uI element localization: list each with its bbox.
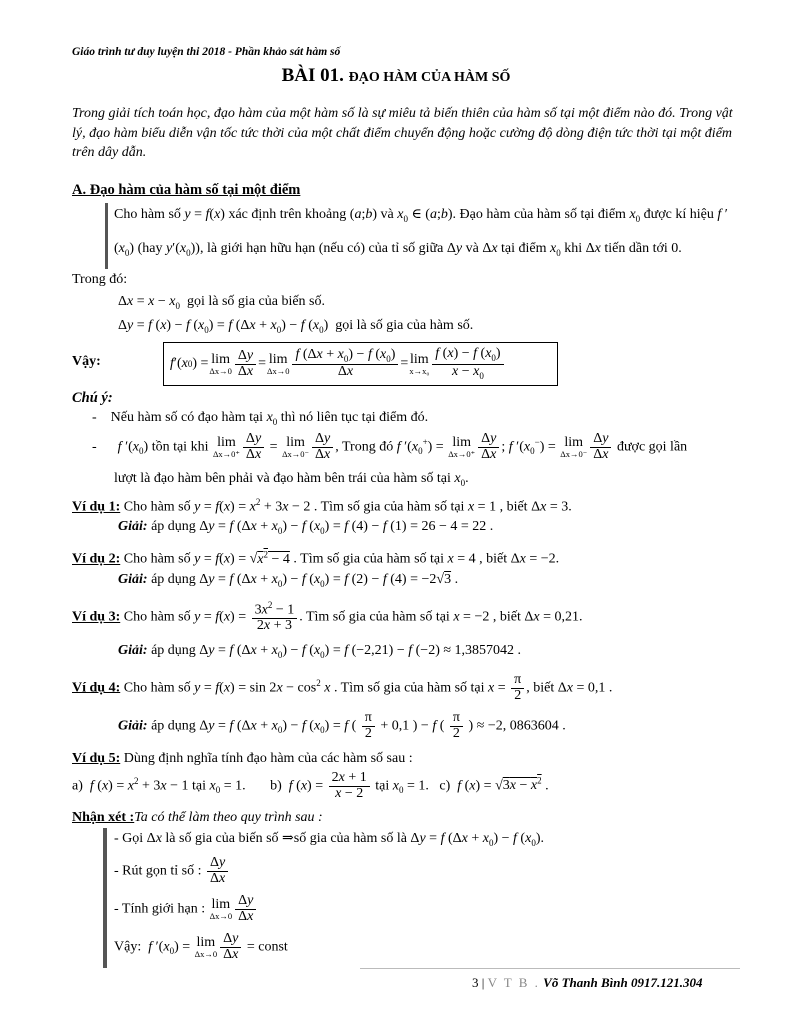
example-3: Ví dụ 3: Cho hàm số y = f(x) = $\frac{3x^2 - 1}{2x + 3}$ . Tìm số gia của hàm số tại x = −2 , biết Δx = 0,21.	[72, 600, 583, 634]
note-2-cont: lượt là đạo hàm bên phải và đạo hàm bên trái của hàm số tại $x_0$.	[114, 471, 469, 488]
example-1: Ví dụ 1: Cho hàm số $y = f(x) = x^2 + 3x - 2$ . Tìm số gia của hàm số tại x = 1 , biết Δx = 3.	[72, 497, 572, 515]
vay-label: Vậy:	[72, 354, 101, 369]
example-2: Ví dụ 2: Cho hàm số $y = f(x) = √x^2 - 4$ . Tìm số gia của hàm số tại x = 4 , biết Δx = −2.	[72, 549, 560, 567]
example-5: Ví dụ 5: Dùng định nghĩa tính đạo hàm của các hàm số sau :	[72, 751, 413, 766]
definition-bar	[105, 203, 108, 269]
example-3-solution: Giải: áp dụng Δy = f $(\Delta x + x_0) - f$ $(x_0) = f$ (−2,21) − f (−2) ≈ 1,3857042 .	[118, 643, 522, 660]
nhan-xet: Nhận xét :Ta có thể làm theo quy trình sau :	[72, 810, 323, 825]
intro-paragraph: Trong giải tích toán học, đạo hàm của một hàm số là sự miêu tả biến thiên của hàm số tại một điểm nào đó. Trong vật lý, đạo hàm biểu diễn vận tốc tức thời của một chất điểm chuyển động hoặc cường độ dòng điện tức thời tại một điểm trên dây dẫn.	[72, 106, 733, 160]
delta-y-def: Δy = f (x) − f $(x_0) = f$ $(\Delta x + x_0) - f$ $(x_0)$ gọi là số gia của hàm số.	[118, 318, 474, 335]
footer-divider	[360, 968, 740, 969]
definition-block: Cho hàm số y = f(x) xác định trên khoảng (a;b) và $x_0$ ∈ (a;b). Đạo hàm của hàm số tại điểm $x_0$ được kí hiệu f $'(x_0)$ (hay $y'(x_0)$), là giới hạn hữu hạn (nếu có) của tỉ số giữa Δy và Δx tại điểm $x_0$ khi Δx tiến dần tới 0.	[114, 207, 728, 258]
example-5-items: a) f $(x) = x^2 + 3x - 1$ tại $x_0 = 1$. b) f (x) = $\frac{2x + 1}{x - 2}$ tại $x_0 = 1$. c) f $(x) = √3x - x^2$ .	[72, 770, 549, 801]
example-1-solution: Giải: áp dụng Δy = f $(\Delta x + x_0) - f$ $(x_0) = f$ (4) − f (1) = 26 − 4 = 22 .	[118, 519, 494, 536]
footer-brand: V T B .	[487, 975, 540, 990]
chu-y-label: Chú ý:	[72, 390, 113, 406]
title-main: BÀI 01.	[281, 65, 344, 86]
example-4: Ví dụ 4: Cho hàm số $y = f(x) = \sin 2x - \cos^2 x$ . Tìm số gia của hàm số tại x = $\frac{\pi}{2}$ , biết Δx = 0,1 .	[72, 672, 613, 703]
step-4: Vậy: f $'(x_0)$ = lim Δx→0 $\frac{\Delta y}{\Delta x}$ = const	[114, 931, 288, 962]
example-2-solution: Giải: áp dụng Δy = f $(\Delta x + x_0) - f$ $(x_0) = f$ (2) − f (4) = −2√3 .	[118, 572, 459, 589]
page-footer	[472, 975, 702, 991]
derivative-formula-box: f ′( x 0 ) = lim Δx→0 $\frac{\Delta y}{\Delta x}$ = lim Δx→0 $\frac{f (\Delta x + x_0) - f (x_0)}{\Delta x}$ = lim x→x₀ $\frac{f (x) - f (x_0)}{x - x_0}$	[163, 342, 558, 386]
procedure-bar	[103, 828, 107, 968]
example-4-solution: Giải: áp dụng Δy = f $(\Delta x + x_0) - f$ $(x_0) = f$ ( $\frac{\pi}{2}$ + 0,1 ) − f ( $\frac{\pi}{2}$ ) ≈ −2, 0863604 .	[118, 710, 566, 741]
step-1: - Gọi Δx là số gia của biến số ⇒số gia của hàm số là Δy = f $(\Delta x + x_0) - f$ $(x_0)$.	[114, 831, 544, 848]
page-number: 3 |	[472, 975, 485, 990]
step-3: - Tính giới hạn : lim Δx→0 $\frac{\Delta y}{\Delta x}$	[114, 894, 258, 924]
delta-x-def: $\Delta x = x - x_0$ gọi là số gia của biến số.	[118, 294, 326, 311]
page-header: Giáo trình tư duy luyện thi 2018 - Phần khảo sát hàm số	[72, 46, 341, 58]
section-a-heading: A. Đạo hàm của hàm số tại một điểm	[72, 182, 301, 198]
lesson-title	[0, 65, 792, 87]
title-sub: ĐẠO HÀM CỦA HÀM SỐ	[348, 70, 511, 85]
note-2: - f $'(x_0)$ tồn tại khi lim Δx→0⁺ $\frac{\Delta y}{\Delta x}$ = lim Δx→0⁻ $\frac{\Delta y}{\Delta x}$ , Trong đó f $'(x_0^+)$ = lim Δx→0⁺ $\frac{\Delta y}{\Delta x}$ ; f $'(x_0^-)$ = lim Δx→0⁻ $\frac{\Delta y}{\Delta x}$ được gọi lần	[92, 431, 688, 462]
note-1: - Nếu hàm số có đạo hàm tại $x_0$ thì nó liên tục tại điểm đó.	[92, 410, 429, 427]
trong-do: Trong đó:	[72, 272, 128, 287]
author-contact: Võ Thanh Bình 0917.121.304	[543, 975, 703, 990]
step-2: - Rút gọn tỉ số : $\frac{\Delta y}{\Delta x}$	[114, 856, 230, 886]
